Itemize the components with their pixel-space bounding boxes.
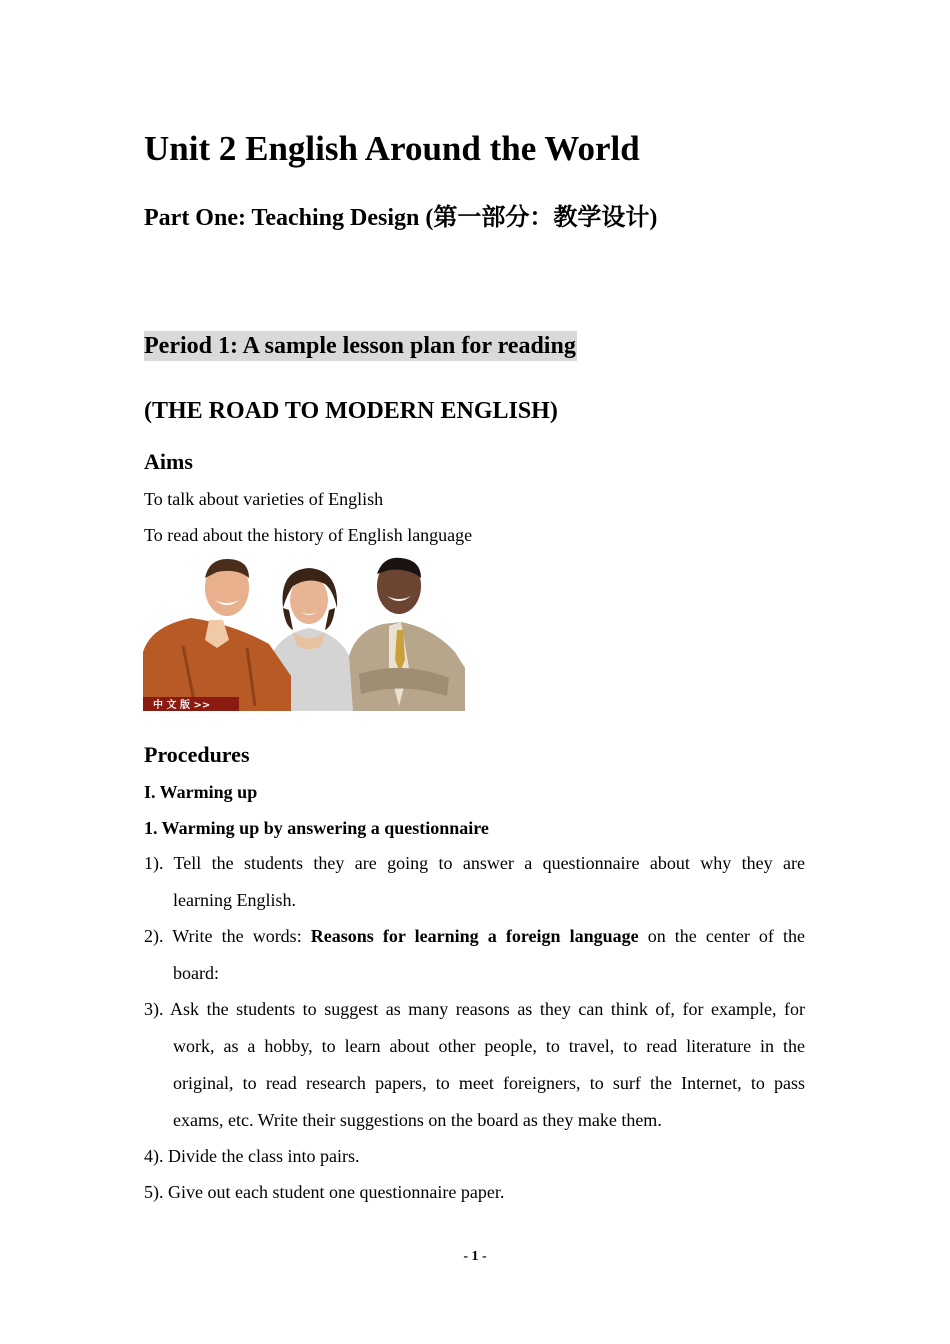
aims-heading: Aims: [144, 449, 193, 474]
step-line: 3). Ask the students to suggest as many reasons as they can think of, for example, for: [144, 999, 805, 1019]
section-heading: I. Warming up: [144, 782, 258, 802]
procedures-heading: Procedures: [144, 742, 250, 767]
step-line: exams, etc. Write their suggestions on the board as they make them.: [173, 1110, 662, 1130]
part-heading: Part One: Teaching Design (第一部分：教学设计): [144, 205, 658, 231]
procedure-step-1: [144, 845, 805, 919]
document-title: Unit 2 English Around the World: [144, 129, 640, 168]
procedure-step-5: 5). Give out each student one questionnaire paper.: [144, 1182, 505, 1202]
aim-item: To read about the history of English language: [144, 525, 473, 545]
aim-item: To talk about varieties of English: [144, 489, 384, 509]
step-line: 1). Tell the students they are going to answer a questionnaire about why they are: [144, 853, 805, 873]
step-text: 2). Write the words:: [144, 926, 311, 946]
step-line: board:: [173, 963, 219, 983]
people-photo: [143, 556, 465, 711]
step-line: work, as a hobby, to learn about other people, to travel, to read literature in the: [173, 1036, 805, 1056]
procedure-step-2: [144, 918, 805, 992]
reading-title: (THE ROAD TO MODERN ENGLISH): [144, 398, 558, 424]
photo-three-people-icon: [143, 556, 465, 711]
page-number: - 1 -: [463, 1249, 487, 1264]
procedure-step-4: 4). Divide the class into pairs.: [144, 1146, 360, 1166]
period-heading: Period 1: A sample lesson plan for reading: [144, 333, 576, 359]
step-text: on the center of the: [638, 926, 806, 946]
photo-caption: 中 文 版 >>: [153, 700, 211, 711]
subsection-heading: 1. Warming up by answering a questionnaire: [144, 818, 489, 838]
step-line: original, to read research papers, to meet foreigners, to surf the Internet, to pass: [173, 1073, 805, 1093]
step-line: [144, 918, 805, 955]
procedure-step-3: [144, 991, 805, 1139]
step-line: learning English.: [173, 890, 296, 910]
step-bold-text: Reasons for learning a foreign language: [310, 926, 639, 946]
